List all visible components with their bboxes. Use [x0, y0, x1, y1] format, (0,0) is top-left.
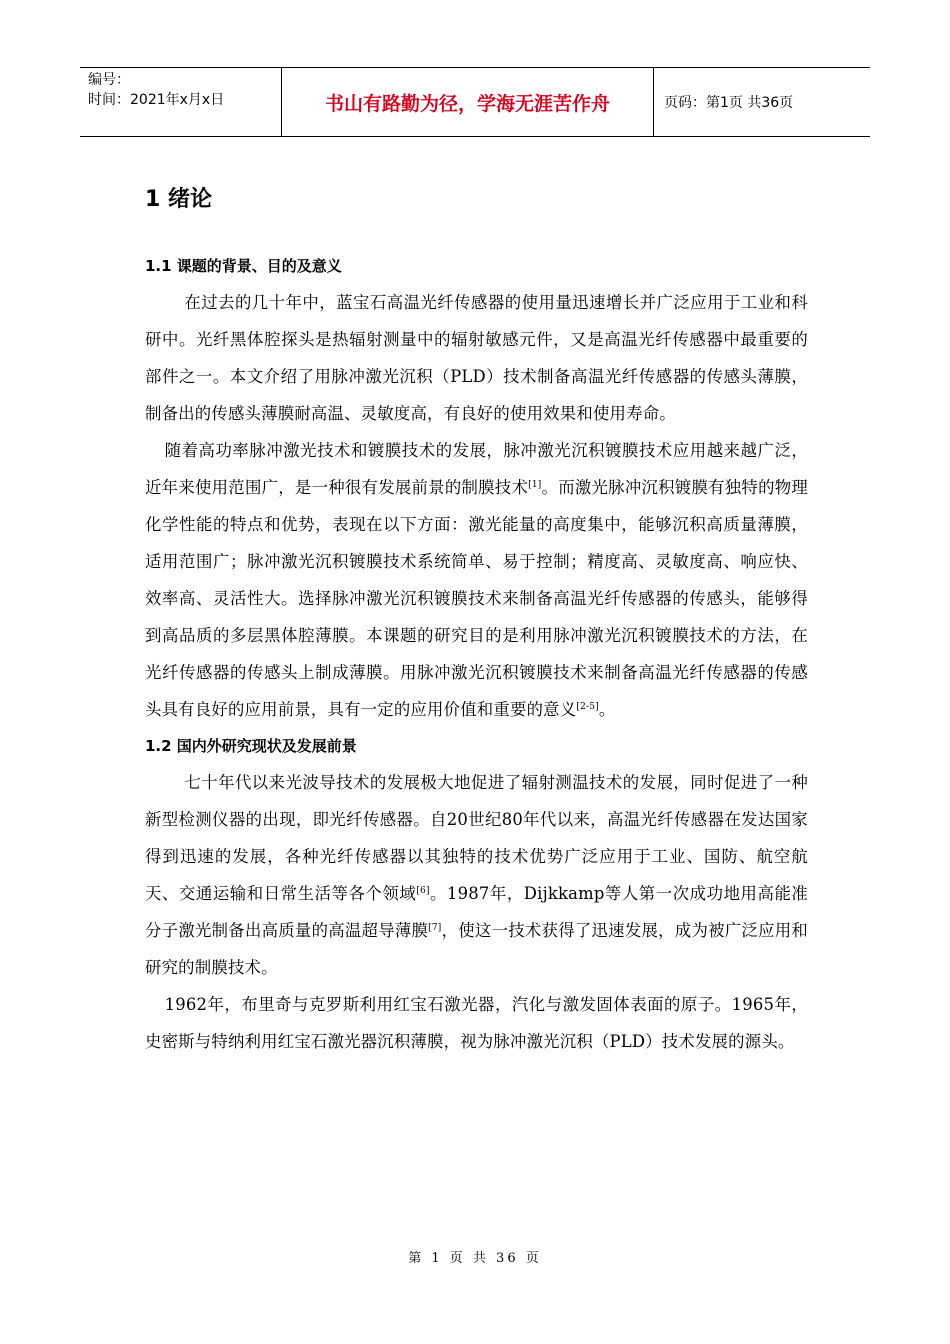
- citation-ref: [1]: [528, 480, 542, 490]
- paragraph-text: 。1987年，Dijkkamp等人第一次成功地用高能准分子激光制备出高质量的高温超导薄膜: [145, 884, 809, 940]
- paragraph: 1962年，布里奇与克罗斯利用红宝石激光器，汽化与激发固体表面的原子。1965年，史密斯与特纳利用红宝石激光器沉积薄膜，视为脉冲激光沉积（PLD）技术发展的源头。: [145, 995, 808, 1051]
- paragraph: [145, 432, 808, 728]
- paragraph-text: 。: [598, 700, 616, 719]
- citation-ref: [6]: [416, 886, 430, 896]
- paragraph-text: 随着高功率脉冲激光技术和镀膜技术的发展，脉冲激光沉积镀膜技术应用越来越广泛，近年来使用范围广，是一种很有发展前景的制膜技术: [145, 441, 808, 497]
- header-meta: [80, 68, 282, 136]
- paragraph-text: 七十年代以来光波导技术的发展极大地促进了辐射测温技术的发展，同时促进了一种新型检测仪器的出现，即光纤传感器。自20世纪80年代以来，高温光纤传感器在发达国家得到迅速的发展，各种光纤传感器以其独特的技术优势广泛应用于工业、国防、航空航天、交通运输和日常生活等各个领域: [145, 773, 808, 903]
- page-info-text: 页码：第1页 共36页: [664, 95, 794, 111]
- document-number-label: 编号：: [88, 72, 130, 88]
- chapter-title: 1 绪论: [145, 187, 212, 212]
- header-page-info: [664, 68, 870, 136]
- page-header: [80, 67, 870, 137]
- citation-ref: [2-5]: [576, 702, 599, 712]
- section-title-1-2: 1.2 国内外研究现状及发展前景: [145, 737, 357, 755]
- document-body: [145, 182, 808, 1060]
- header-motto: 书山有路勤为径，学海无涯苦作舟: [282, 68, 654, 136]
- paragraph-text: 。而激光脉冲沉积镀膜有独特的物理化学性能的特点和优势，表现在以下方面：激光能量的高度集中，能够沉积高质量薄膜，适用范围广；脉冲激光沉积镀膜技术系统简单、易于控制；精度高、灵敏度高、响应快、效率高、灵活性大。选择脉冲激光沉积镀膜技术来制备高温光纤传感器的传感头，能够得到高品质的多层黑体腔薄膜。本课题的研究目的是利用脉冲激光沉积镀膜技术的方法，在光纤传感器的传感头上制成薄膜。用脉冲激光沉积镀膜技术来制备高温光纤传感器的传感头具有良好的应用前景，具有一定的应用价值和重要的意义: [145, 478, 808, 719]
- section-title-1-1: 1.1 课题的背景、目的及意义: [145, 257, 342, 275]
- paragraph-text: ，使这一技术获得了迅速发展，成为被广泛应用和研究的制膜技术。: [145, 921, 808, 977]
- paragraph: 在过去的几十年中，蓝宝石高温光纤传感器的使用量迅速增长并广泛应用于工业和科研中。光纤黑体腔探头是热辐射测量中的辐射敏感元件，又是高温光纤传感器中最重要的部件之一。本文介绍了用脉冲激光沉积（PLD）技术制备高温光纤传感器的传感头薄膜，制备出的传感头薄膜耐高温、灵敏度高，有良好的使用效果和使用寿命。: [145, 293, 808, 423]
- page-footer: 第 1 页 共 36 页: [408, 1251, 542, 1266]
- paragraph: [145, 764, 808, 986]
- citation-ref: [7]: [428, 923, 442, 933]
- document-date: 时间：2021年x月x日: [88, 92, 225, 108]
